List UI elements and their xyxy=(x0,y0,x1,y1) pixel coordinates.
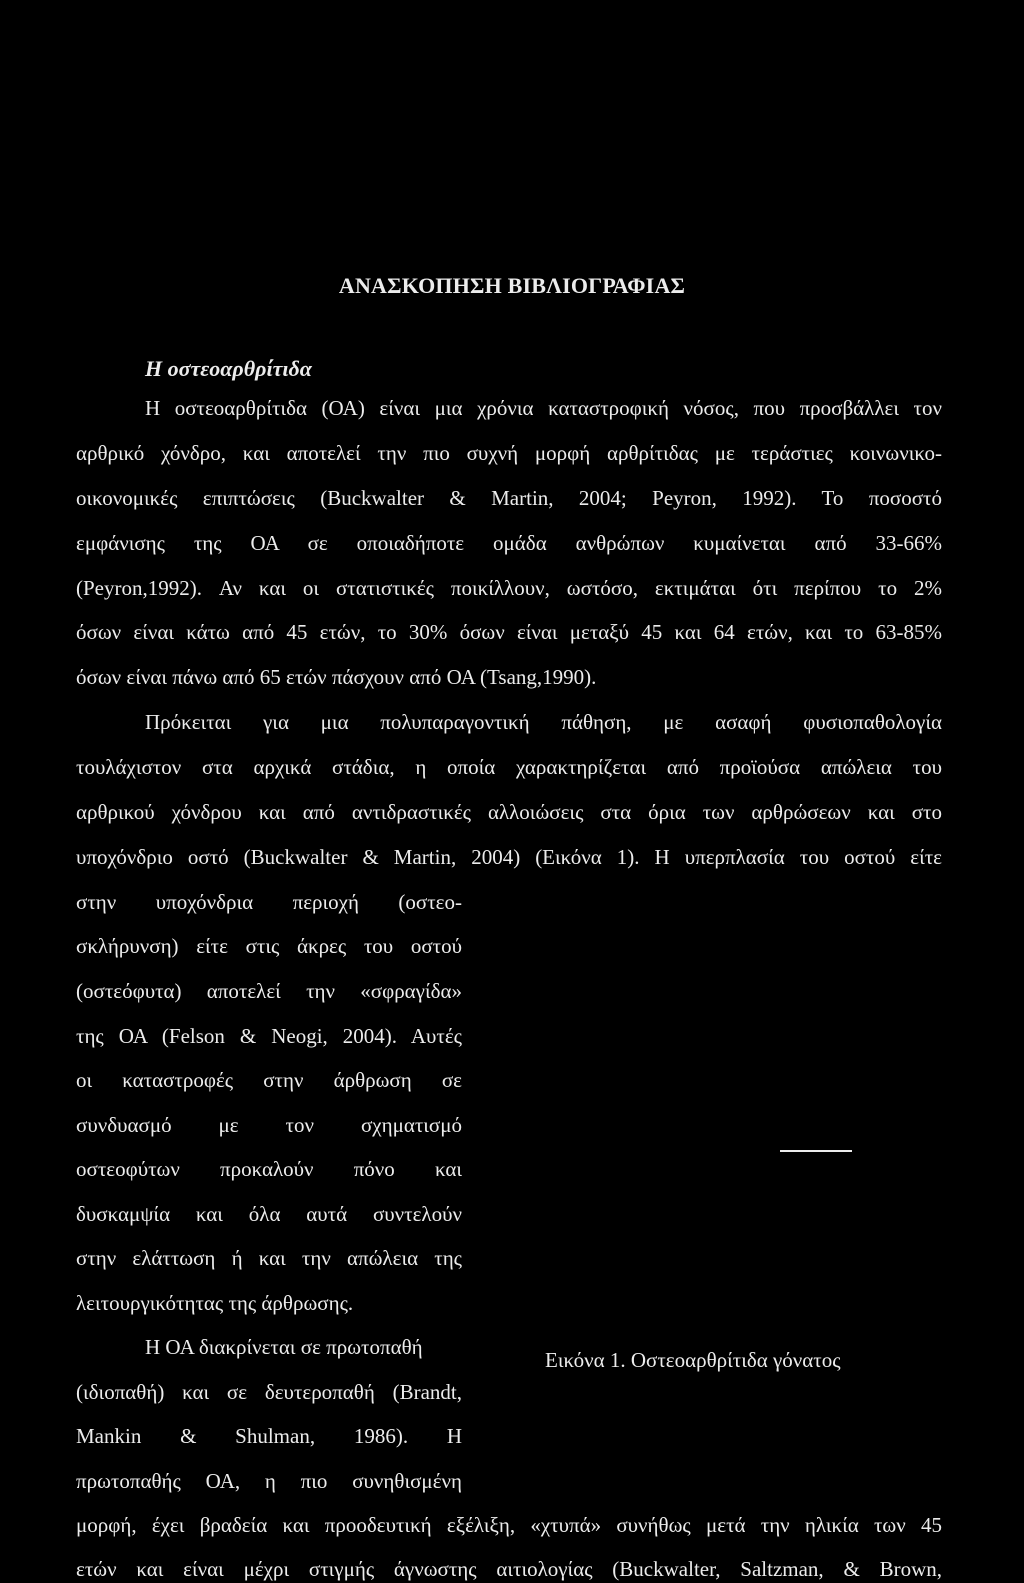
text-line: της ΟΑ (Felson & Neogi, 2004). Αυτές xyxy=(76,1024,462,1048)
text-line: στην υποχόνδρια περιοχή (οστεο- xyxy=(76,890,462,914)
text-line: (οστεόφυτα) αποτελεί την «σφραγίδα» xyxy=(76,979,462,1003)
text-line: πρωτοπαθής ΟΑ, η πιο συνηθισμένη xyxy=(76,1469,462,1493)
figure-mark xyxy=(780,1150,852,1152)
text-line: Πρόκειται για μια πολυπαραγοντική πάθηση, με ασαφή φυσιοπαθολογία xyxy=(145,710,942,734)
text-line: όσων είναι πάνω από 65 ετών πάσχουν από ΟΑ (Tsang,1990). xyxy=(76,665,597,689)
text-line: δυσκαμψία και όλα αυτά συντελούν xyxy=(76,1202,462,1226)
text-line: (ιδιοπαθή) και σε δευτεροπαθή (Brandt, xyxy=(76,1380,462,1404)
text-line: Mankin & Shulman, 1986). Η xyxy=(76,1424,462,1448)
text-line: μορφή, έχει βραδεία και προοδευτική εξέλιξη, «χτυπά» συνήθως μετά την ηλικία των 45 xyxy=(76,1513,942,1537)
text-line: οικονομικές επιπτώσεις (Buckwalter & Martin, 2004; Peyron, 1992). Το ποσοστό xyxy=(76,486,942,510)
text-line: σκλήρυνση) είτε στις άκρες του οστού xyxy=(76,934,462,958)
text-line: όσων είναι κάτω από 45 ετών, το 30% όσων είναι μεταξύ 45 και 64 ετών, και το 63-85% xyxy=(76,620,942,644)
text-line: στην ελάττωση ή και την απώλεια της xyxy=(76,1246,462,1270)
section-subheading: Η οστεοαρθρίτιδα xyxy=(145,356,312,381)
text-line: αρθρικού χόνδρου και από αντιδραστικές αλλοιώσεις στα όρια των αρθρώσεων και στο xyxy=(76,800,942,824)
text-line: αρθρικό χόνδρο, και αποτελεί την πιο συχνή μορφή αρθρίτιδας με τεράστιες κοινωνικο- xyxy=(76,441,942,465)
text-line: τουλάχιστον στα αρχικά στάδια, η οποία χαρακτηρίζεται από προϊούσα απώλεια του xyxy=(76,755,942,779)
text-line: (Peyron,1992). Αν και οι στατιστικές ποικίλλουν, ωστόσο, εκτιμάται ότι περίπου το 2% xyxy=(76,576,942,600)
section-heading: ΑΝΑΣΚΟΠΗΣΗ ΒΙΒΛΙΟΓΡΑΦΙΑΣ xyxy=(338,273,686,298)
text-line: οστεοφύτων προκαλούν πόνο και xyxy=(76,1157,462,1181)
text-line: εμφάνισης της ΟΑ σε οποιαδήποτε ομάδα ανθρώπων κυμαίνεται από 33-66% xyxy=(76,531,942,555)
text-line: οι καταστροφές στην άρθρωση σε xyxy=(76,1068,462,1092)
text-line: συνδυασμό με τον σχηματισμό xyxy=(76,1113,462,1137)
figure-caption: Εικόνα 1. Οστεοαρθρίτιδα γόνατος xyxy=(545,1348,841,1372)
text-line: υποχόνδριο οστό (Buckwalter & Martin, 2004) (Εικόνα 1). Η υπερπλασία του οστού είτε xyxy=(76,845,942,869)
text-line: Η οστεοαρθρίτιδα (ΟΑ) είναι μια χρόνια καταστροφική νόσος, που προσβάλλει τον xyxy=(145,396,942,420)
text-line: λειτουργικότητας της άρθρωσης. xyxy=(76,1291,354,1315)
text-line: ετών και είναι μέχρι στιγμής άγνωστης αιτιολογίας (Buckwalter, Saltzman, & Brown, xyxy=(76,1557,942,1581)
text-line: Η ΟΑ διακρίνεται σε πρωτοπαθή xyxy=(145,1335,423,1359)
